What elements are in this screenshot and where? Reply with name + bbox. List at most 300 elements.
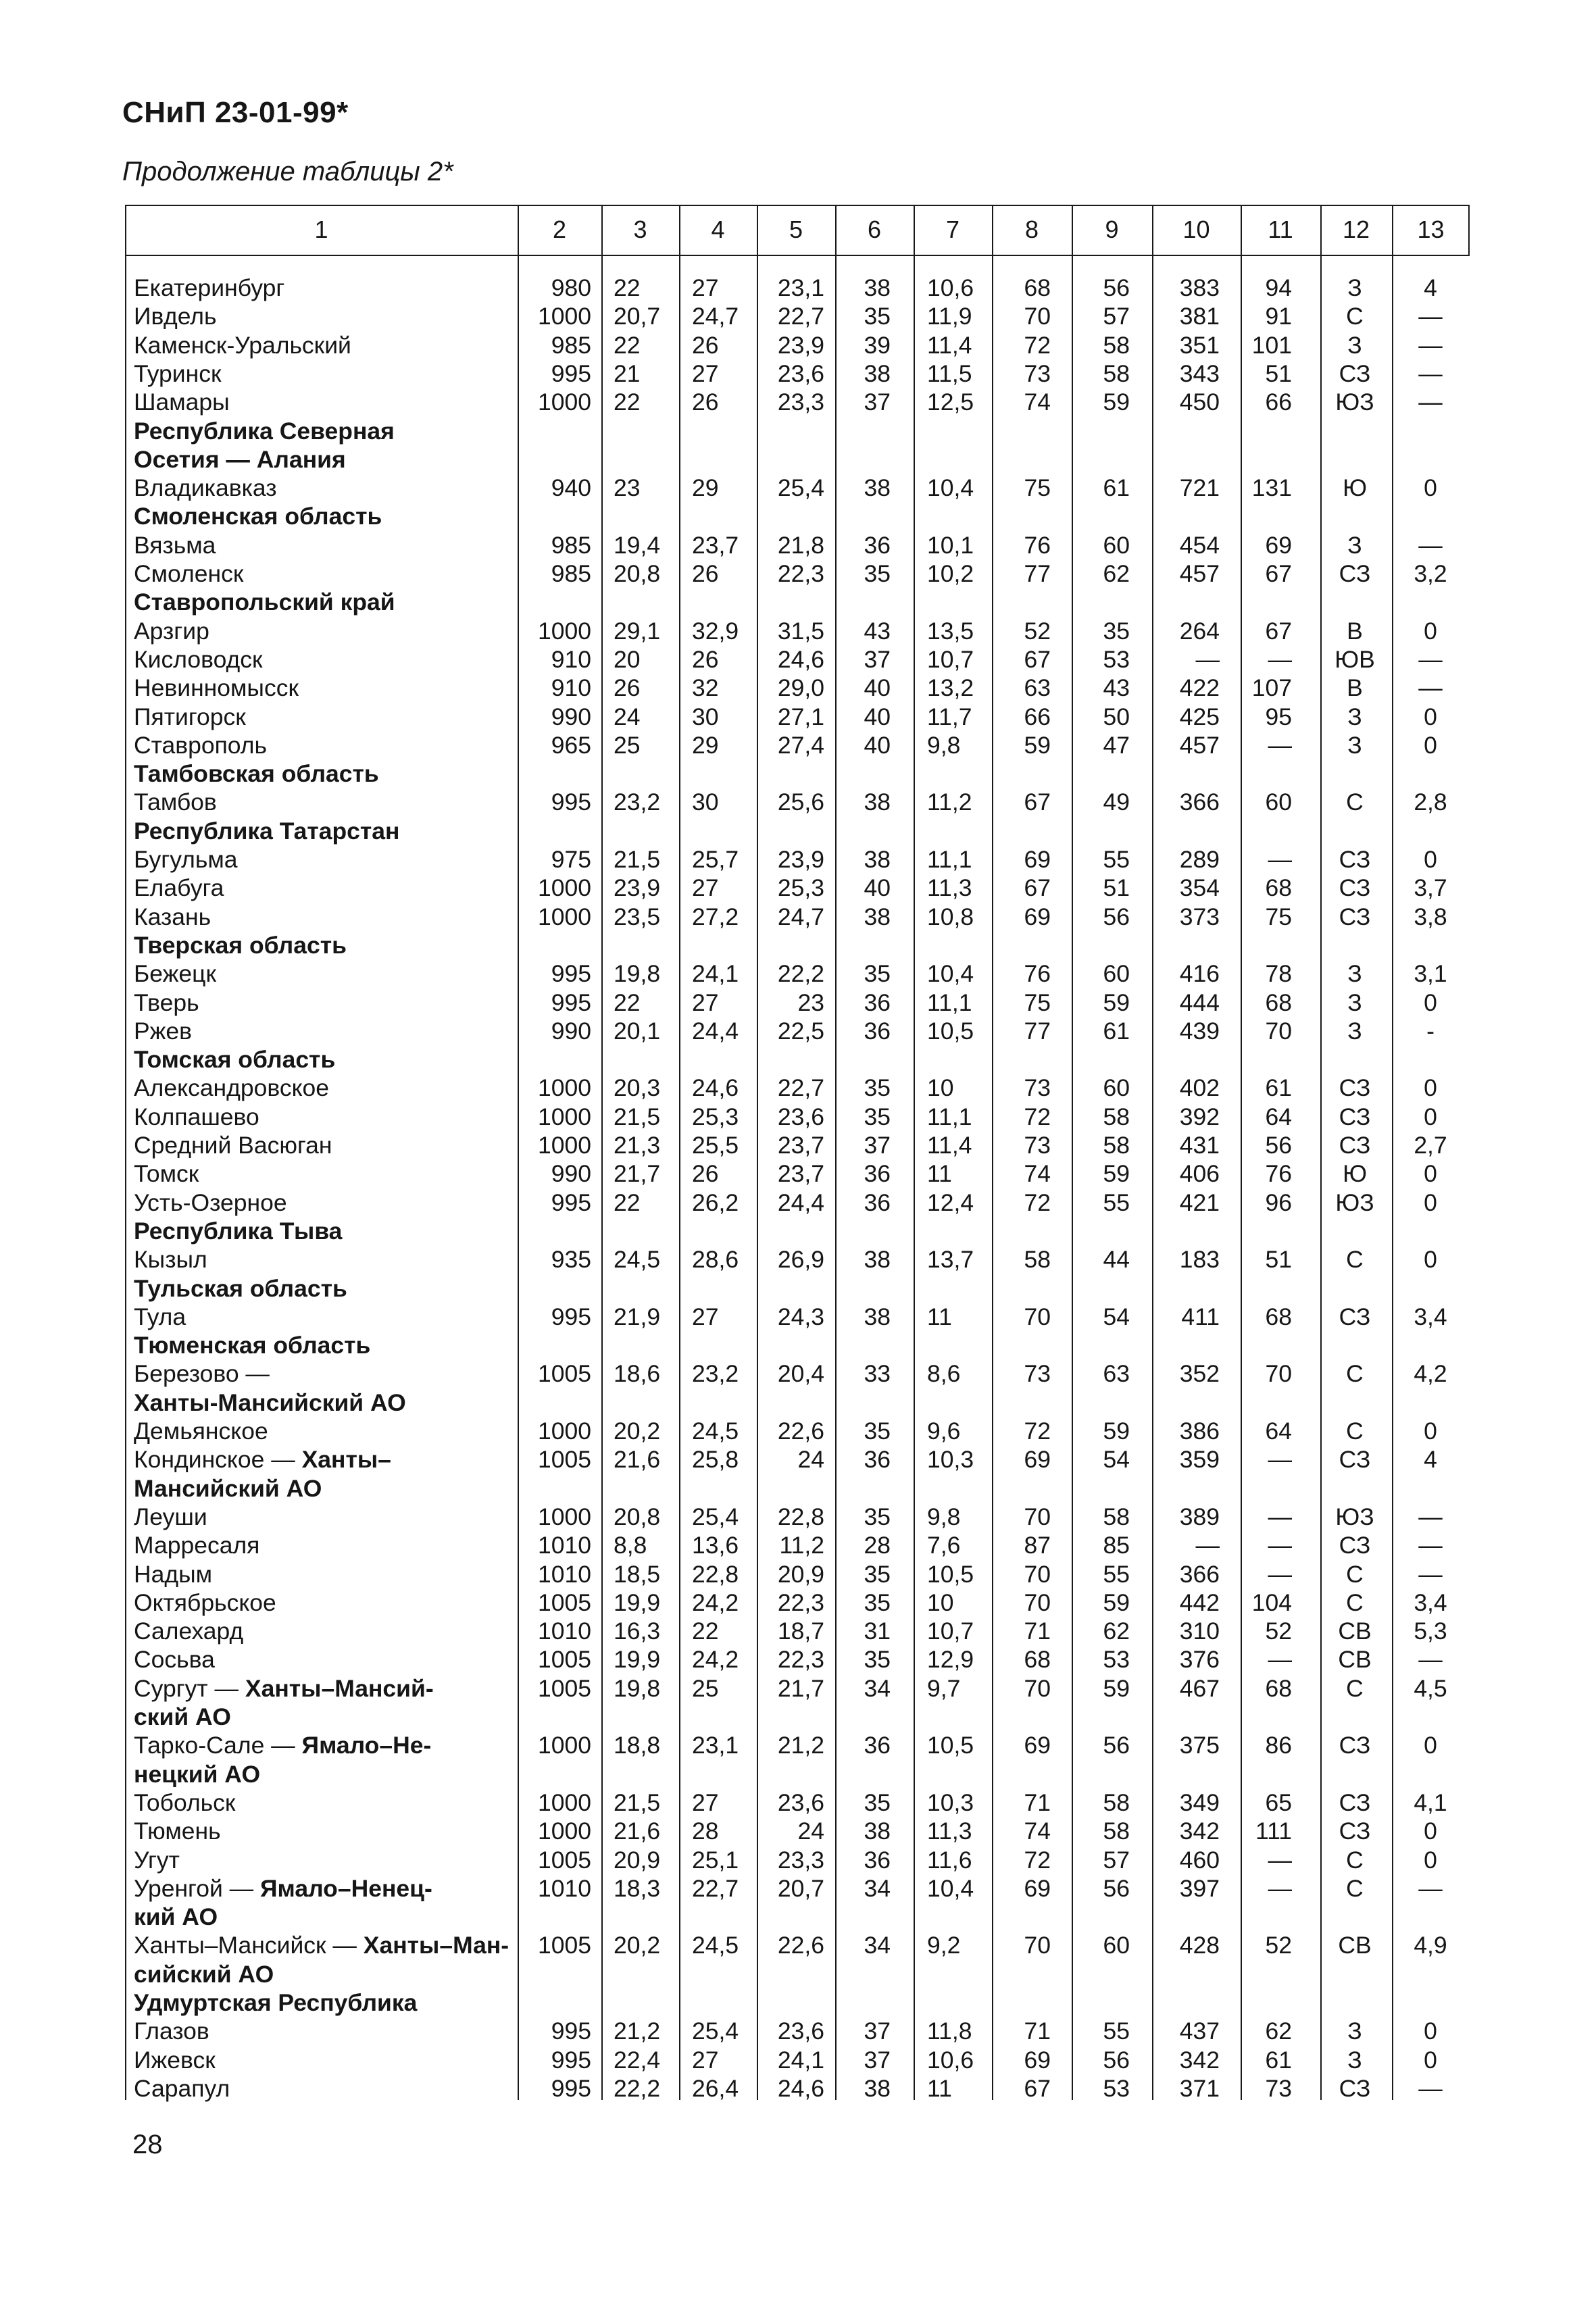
location-name: Арзгир [134,617,209,645]
cell-col-7: 11 [927,1303,952,1330]
cell-col-9: 54 [1103,1303,1130,1330]
cell-col-7: 10,2 [927,560,974,587]
column-header-6: 6 [867,216,882,243]
cell-col-9: 58 [1103,1503,1130,1530]
cell-col-3: 25 [614,731,641,759]
cell-col-9: 59 [1103,1160,1130,1188]
cell-col-2: 910 [551,645,591,673]
cell-col-7: 9,8 [927,731,961,759]
cell-col-4: 25,1 [692,1846,739,1874]
cell-col-4: 28 [692,1818,719,1845]
cell-col-4: 13,6 [692,1532,739,1559]
cell-col-9: 61 [1103,1017,1130,1045]
cell-col-12: З [1347,331,1362,359]
cell-col-6: 35 [864,1418,891,1445]
cell-col-5: 24,6 [777,2074,824,2102]
cell-col-11: 61 [1265,1074,1292,1102]
cell-col-11: 64 [1265,1418,1292,1445]
cell-col-13: 0 [1424,703,1437,730]
cell-col-11: 76 [1265,1160,1292,1188]
cell-col-3: 19,9 [614,1588,661,1616]
cell-col-4: 24,1 [692,960,739,988]
column-divider [679,205,680,2100]
cell-col-3: 16,3 [614,1618,661,1645]
cell-col-13: 4,5 [1414,1674,1447,1702]
cell-col-2: 995 [551,988,591,1016]
cell-col-13: 0 [1424,1732,1437,1759]
cell-col-12: С [1346,1874,1364,1902]
cell-col-9: 58 [1103,1788,1130,1816]
cell-col-5: 18,7 [777,1618,824,1645]
cell-col-12: В [1347,674,1363,702]
cell-col-6: 38 [864,1818,891,1845]
cell-col-13: 0 [1424,474,1437,502]
cell-col-11: 70 [1265,1017,1292,1045]
cell-col-8: 71 [1024,2017,1051,2045]
cell-col-6: 37 [864,2017,891,2045]
location-name: Ижевск [134,2046,216,2074]
cell-col-12: С [1346,1418,1364,1445]
cell-col-5: 22,2 [777,960,824,988]
cell-col-8: 73 [1024,359,1051,387]
cell-col-9: 55 [1103,1188,1130,1216]
cell-col-5: 20,9 [777,1560,824,1588]
cell-col-7: 12,5 [927,388,974,416]
cell-col-3: 21,7 [614,1160,661,1188]
cell-col-9: 59 [1103,1588,1130,1616]
cell-col-8: 69 [1024,1446,1051,1474]
cell-col-11: 96 [1265,1188,1292,1216]
cell-col-12: З [1347,703,1362,730]
cell-col-7: 11 [927,1160,952,1188]
cell-col-11: 62 [1265,2017,1292,2045]
location-name: Казань [134,903,211,930]
cell-col-3: 21,5 [614,1788,661,1816]
cell-col-3: 23 [614,474,641,502]
cell-col-6: 43 [864,617,891,645]
cell-col-13: 0 [1424,1418,1437,1445]
cell-col-3: 23,5 [614,903,661,930]
cell-col-12: З [1347,960,1362,988]
cell-col-12: СЗ [1339,1303,1371,1330]
cell-col-8: 69 [1024,846,1051,873]
cell-col-11: 91 [1265,303,1292,330]
cell-col-11: 51 [1265,1246,1292,1274]
column-header-8: 8 [1024,216,1039,243]
cell-col-10: — [1195,1532,1220,1559]
cell-col-12: Ю [1343,1160,1367,1188]
cell-col-12: СЗ [1339,1788,1371,1816]
cell-col-5: 25,3 [777,874,824,902]
cell-col-13: — [1418,1874,1443,1902]
cell-col-5: 23 [797,988,824,1016]
cell-col-9: 50 [1103,703,1130,730]
cell-col-11: 56 [1265,1132,1292,1159]
cell-col-5: 22,7 [777,1074,824,1102]
cell-col-8: 87 [1024,1532,1051,1559]
cell-col-13: 0 [1424,988,1437,1016]
cell-col-5: 21,2 [777,1732,824,1759]
cell-col-7: 10,6 [927,2046,974,2074]
cell-col-13: 4 [1424,274,1437,301]
cell-col-8: 73 [1024,1132,1051,1159]
cell-col-5: 24 [797,1818,824,1845]
location-name: Кисловодск [134,645,263,673]
cell-col-7: 11,8 [927,2017,972,2045]
cell-col-7: 10,4 [927,960,974,988]
cell-col-10: 354 [1179,874,1220,902]
cell-col-2: 1000 [538,1103,591,1130]
cell-col-6: 40 [864,874,891,902]
cell-col-10: 431 [1179,1132,1220,1159]
cell-col-10: — [1195,645,1220,673]
region-heading: Томская область [134,1046,336,1074]
cell-col-2: 1005 [538,1932,591,1959]
cell-col-13: 0 [1424,1103,1437,1130]
cell-col-6: 36 [864,1017,891,1045]
cell-col-7: 9,8 [927,1503,961,1530]
cell-col-7: 10,4 [927,474,974,502]
cell-col-11: — [1268,1646,1292,1674]
cell-col-7: 10,6 [927,274,974,301]
cell-col-5: 31,5 [777,617,824,645]
cell-col-8: 69 [1024,1874,1051,1902]
cell-col-10: 342 [1179,2046,1220,2074]
cell-col-7: 10 [927,1074,954,1102]
cell-col-12: СЗ [1339,1074,1371,1102]
cell-col-5: 23,6 [777,359,824,387]
cell-col-7: 11,9 [927,303,972,330]
cell-col-3: 22 [614,274,641,301]
column-divider [601,205,603,2100]
cell-col-3: 18,5 [614,1560,661,1588]
cell-col-10: 373 [1179,903,1220,930]
cell-col-7: 10,4 [927,1874,974,1902]
location-name: Смоленск [134,560,244,587]
cell-col-3: 29,1 [614,617,661,645]
cell-col-2: 935 [551,1246,591,1274]
region-heading: Тульская область [134,1274,347,1302]
cell-col-5: 24 [797,1446,824,1474]
cell-col-9: 59 [1103,388,1130,416]
cell-col-9: 58 [1103,359,1130,387]
cell-col-11: 64 [1265,1103,1292,1130]
cell-col-11: — [1268,1846,1292,1874]
cell-col-8: 74 [1024,1160,1051,1188]
cell-col-3: 20,1 [614,1017,661,1045]
cell-col-3: 20,2 [614,1932,661,1959]
cell-col-12: С [1346,788,1364,816]
cell-col-6: 34 [864,1674,891,1702]
cell-col-8: 72 [1024,1418,1051,1445]
cell-col-11: 68 [1265,1674,1292,1702]
cell-col-4: 23,2 [692,1360,739,1388]
cell-col-5: 20,4 [777,1360,824,1388]
cell-col-4: 25,4 [692,2017,739,2045]
cell-col-2: 1000 [538,388,591,416]
cell-col-10: 460 [1179,1846,1220,1874]
cell-col-9: 57 [1103,1846,1130,1874]
cell-col-10: 376 [1179,1646,1220,1674]
cell-col-9: 56 [1103,1732,1130,1759]
location-name: Томск [134,1160,199,1188]
cell-col-4: 25 [692,1674,719,1702]
cell-col-4: 25,7 [692,846,739,873]
cell-col-6: 40 [864,703,891,730]
cell-col-2: 990 [551,703,591,730]
cell-col-5: 25,6 [777,788,824,816]
cell-col-3: 22 [614,331,641,359]
cell-col-12: С [1346,1560,1364,1588]
cell-col-4: 25,4 [692,1503,739,1530]
cell-col-8: 70 [1024,1932,1051,1959]
cell-col-13: — [1418,2074,1443,2102]
cell-col-13: 0 [1424,1246,1437,1274]
cell-col-6: 35 [864,960,891,988]
cell-col-3: 20,2 [614,1418,661,1445]
cell-col-4: 30 [692,788,719,816]
cell-col-13: 4 [1424,1446,1437,1474]
cell-col-4: 23,1 [692,1732,739,1759]
cell-col-10: 428 [1179,1932,1220,1959]
cell-col-6: 38 [864,903,891,930]
cell-col-5: 23,3 [777,388,824,416]
cell-col-4: 22 [692,1618,719,1645]
cell-col-13: 2,7 [1414,1132,1447,1159]
cell-col-3: 8,8 [614,1532,647,1559]
cell-col-8: 72 [1024,1188,1051,1216]
cell-col-7: 11,1 [927,988,972,1016]
cell-col-11: 68 [1265,1303,1292,1330]
cell-col-4: 27 [692,988,719,1016]
cell-col-9: 62 [1103,1618,1130,1645]
cell-col-5: 24,6 [777,645,824,673]
cell-col-10: 375 [1179,1732,1220,1759]
cell-col-9: 55 [1103,2017,1130,2045]
cell-col-5: 24,7 [777,903,824,930]
cell-col-12: С [1346,1674,1364,1702]
cell-col-10: 342 [1179,1818,1220,1845]
location-name: Колпашево [134,1103,259,1130]
cell-col-8: 71 [1024,1788,1051,1816]
cell-col-2: 985 [551,531,591,559]
cell-col-2: 995 [551,1188,591,1216]
cell-col-12: СЗ [1339,846,1371,873]
location-name: Невинномысск [134,674,299,702]
cell-col-6: 35 [864,560,891,587]
cell-col-9: 58 [1103,1818,1130,1845]
cell-col-6: 31 [864,1618,891,1645]
cell-col-3: 19,8 [614,960,661,988]
cell-col-2: 1010 [538,1618,591,1645]
cell-col-9: 60 [1103,960,1130,988]
cell-col-3: 24,5 [614,1246,661,1274]
cell-col-10: 289 [1179,846,1220,873]
cell-col-7: 13,5 [927,617,974,645]
cell-col-3: 18,3 [614,1874,661,1902]
cell-col-11: — [1268,1532,1292,1559]
cell-col-7: 10 [927,1588,954,1616]
cell-col-3: 21,3 [614,1132,661,1159]
cell-col-5: 22,7 [777,303,824,330]
cell-col-3: 21,6 [614,1446,661,1474]
cell-col-3: 24 [614,703,641,730]
location-name: Ханты-Мансийский АО [134,1388,406,1416]
cell-col-12: СЗ [1339,1132,1371,1159]
cell-col-8: 77 [1024,1017,1051,1045]
cell-col-10: 457 [1179,560,1220,587]
cell-col-4: 24,5 [692,1932,739,1959]
cell-col-5: 27,4 [777,731,824,759]
cell-col-13: 3,4 [1414,1588,1447,1616]
cell-col-2: 1005 [538,1646,591,1674]
cell-col-8: 77 [1024,560,1051,587]
location-name: Сосьва [134,1646,215,1674]
cell-col-12: СЗ [1339,1732,1371,1759]
cell-col-5: 26,9 [777,1246,824,1274]
cell-col-4: 26 [692,331,719,359]
cell-col-9: 58 [1103,1103,1130,1130]
cell-col-10: 264 [1179,617,1220,645]
cell-col-13: — [1418,303,1443,330]
region-heading: Республика Тыва [134,1217,343,1245]
cell-col-13: — [1418,331,1443,359]
cell-col-6: 35 [864,1788,891,1816]
cell-col-13: — [1418,1646,1443,1674]
cell-col-8: 75 [1024,474,1051,502]
column-header-5: 5 [789,216,803,243]
cell-col-8: 67 [1024,2074,1051,2102]
cell-col-11: 66 [1265,388,1292,416]
cell-col-6: 36 [864,1846,891,1874]
location-name: Шамары [134,388,230,416]
cell-col-5: 22,5 [777,1017,824,1045]
location-name: Кызыл [134,1246,207,1274]
cell-col-3: 20,7 [614,303,661,330]
cell-col-9: 54 [1103,1446,1130,1474]
cell-col-6: 38 [864,2074,891,2102]
cell-col-12: З [1347,531,1362,559]
location-name: Елабуга [134,874,224,902]
cell-col-4: 27 [692,2046,719,2074]
cell-col-10: 383 [1179,274,1220,301]
cell-col-13: 5,3 [1414,1618,1447,1645]
cell-col-11: 68 [1265,874,1292,902]
region-heading: Смоленская область [134,503,382,530]
cell-col-11: 67 [1265,617,1292,645]
cell-col-10: 450 [1179,388,1220,416]
cell-col-13: - [1426,1017,1435,1045]
cell-col-5: 22,6 [777,1932,824,1959]
cell-col-2: 1000 [538,874,591,902]
location-name: Каменск-Уральский [134,331,351,359]
cell-col-13: 3,7 [1414,874,1447,902]
cell-col-3: 22 [614,988,641,1016]
cell-col-4: 27 [692,1788,719,1816]
cell-col-12: С [1346,303,1364,330]
cell-col-9: 55 [1103,1560,1130,1588]
cell-col-13: 4,9 [1414,1932,1447,1959]
region-heading: Тюменская область [134,1332,371,1359]
cell-col-13: 0 [1424,1188,1437,1216]
cell-col-4: 24,2 [692,1588,739,1616]
cell-col-6: 38 [864,474,891,502]
cell-col-4: 26 [692,560,719,587]
cell-col-3: 22,2 [614,2074,661,2102]
cell-col-10: 359 [1179,1446,1220,1474]
cell-col-9: 44 [1103,1246,1130,1274]
cell-col-5: 23,7 [777,1160,824,1188]
cell-col-5: 24,4 [777,1188,824,1216]
cell-col-2: 995 [551,960,591,988]
cell-col-11: — [1268,846,1292,873]
cell-col-3: 20,9 [614,1846,661,1874]
cell-col-5: 22,8 [777,1503,824,1530]
cell-col-7: 9,6 [927,1418,961,1445]
cell-col-6: 34 [864,1932,891,1959]
cell-col-7: 9,7 [927,1674,961,1702]
cell-col-7: 13,2 [927,674,974,702]
cell-col-10: 416 [1179,960,1220,988]
cell-col-3: 18,8 [614,1732,661,1759]
cell-col-2: 1005 [538,1446,591,1474]
cell-col-2: 940 [551,474,591,502]
cell-col-9: 85 [1103,1532,1130,1559]
location-name: Мансийский АО [134,1474,322,1502]
column-header-12: 12 [1342,216,1370,243]
location-name: Тарко-Сале — Ямало–Не- [134,1732,432,1759]
cell-col-3: 21,5 [614,1103,661,1130]
cell-col-6: 38 [864,359,891,387]
cell-col-10: 442 [1179,1588,1220,1616]
cell-col-2: 995 [551,2074,591,2102]
cell-col-8: 67 [1024,788,1051,816]
cell-col-9: 35 [1103,617,1130,645]
cell-col-10: 349 [1179,1788,1220,1816]
cell-col-5: 23,6 [777,1103,824,1130]
cell-col-7: 9,2 [927,1932,961,1959]
cell-col-7: 10,5 [927,1732,974,1759]
cell-col-7: 11,4 [927,331,972,359]
cell-col-13: 0 [1424,1818,1437,1845]
cell-col-4: 26 [692,388,719,416]
cell-col-9: 61 [1103,474,1130,502]
cell-col-11: 52 [1265,1932,1292,1959]
cell-col-6: 34 [864,1874,891,1902]
cell-col-2: 1000 [538,617,591,645]
cell-col-13: 3,4 [1414,1303,1447,1330]
cell-col-6: 38 [864,788,891,816]
cell-col-2: 995 [551,359,591,387]
cell-col-8: 72 [1024,1846,1051,1874]
cell-col-13: — [1418,388,1443,416]
cell-col-2: 1005 [538,1846,591,1874]
location-name: Усть-Озерное [134,1188,287,1216]
cell-col-11: 131 [1251,474,1292,502]
cell-col-4: 25,5 [692,1132,739,1159]
cell-col-13: 0 [1424,1846,1437,1874]
cell-col-7: 10,7 [927,1618,974,1645]
cell-col-5: 20,7 [777,1874,824,1902]
location-name: Александровское [134,1074,329,1102]
cell-col-9: 53 [1103,2074,1130,2102]
cell-col-13: — [1418,1532,1443,1559]
cell-col-2: 985 [551,560,591,587]
cell-col-5: 23,9 [777,331,824,359]
cell-col-10: 402 [1179,1074,1220,1102]
cell-col-11: — [1268,731,1292,759]
cell-col-6: 33 [864,1360,891,1388]
